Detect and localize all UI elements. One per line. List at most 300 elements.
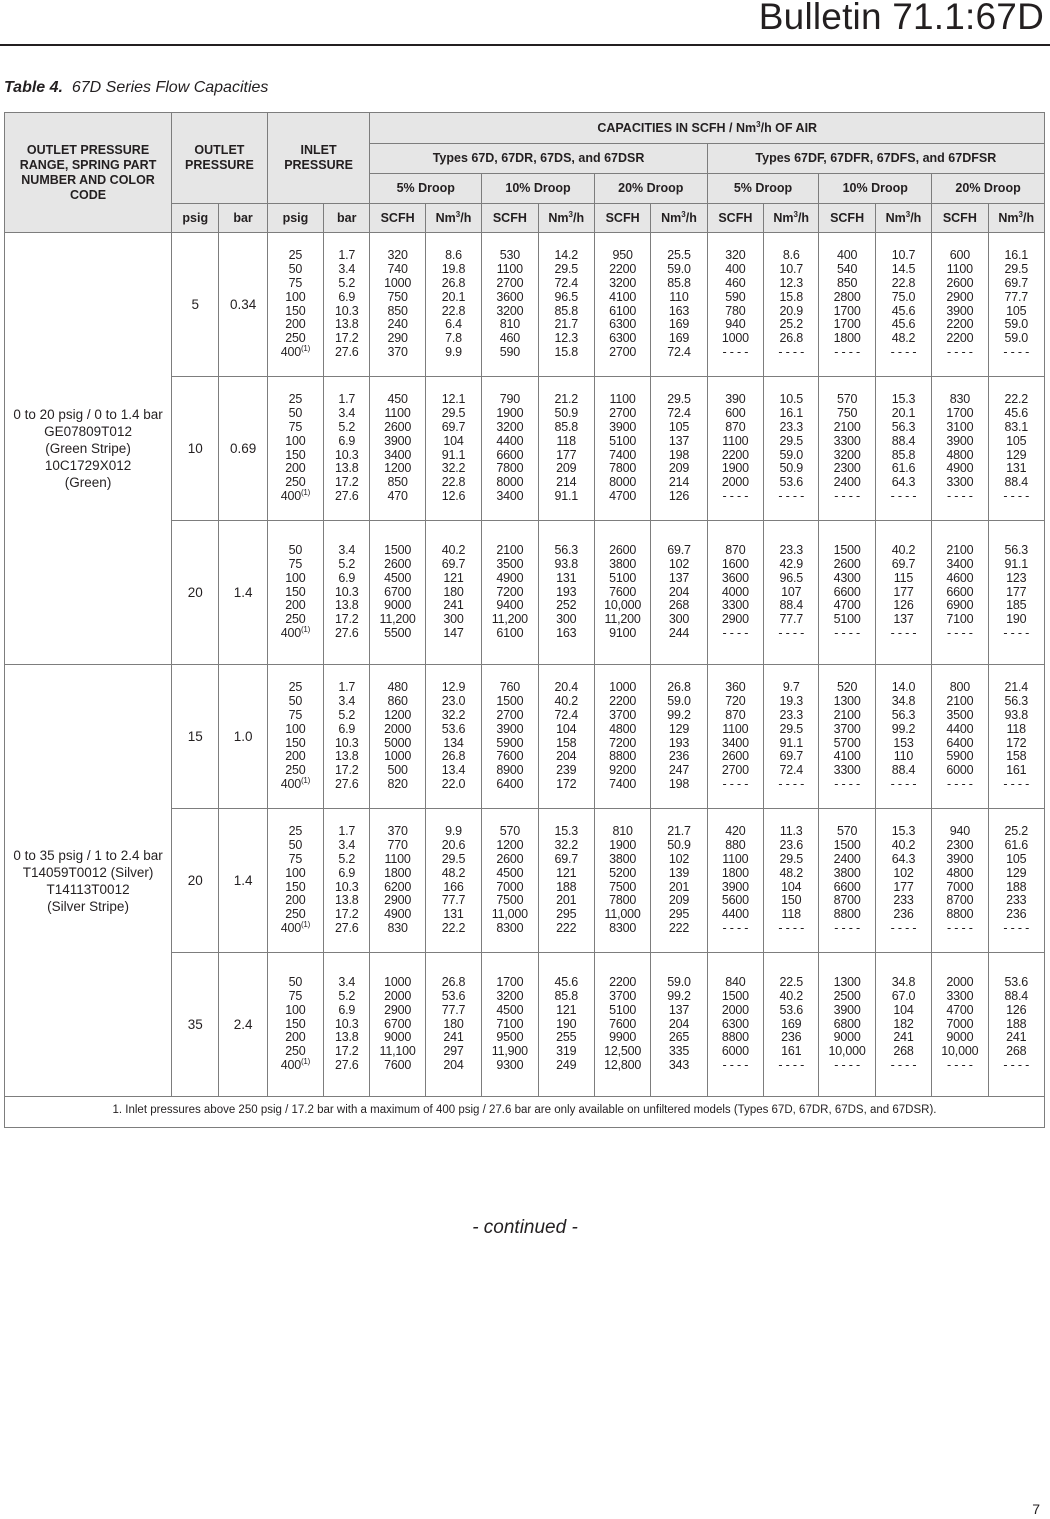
cell-value	[708, 764, 763, 778]
cell-value	[539, 318, 594, 332]
cell-value-text: - - - -	[778, 1057, 805, 1072]
nm-unit-sup: 3	[1018, 209, 1023, 219]
cell-value	[539, 627, 594, 641]
cell-value	[651, 613, 706, 627]
cell-value-text: 96.5	[554, 289, 578, 304]
cell-value-text: 2000	[384, 989, 412, 1003]
cell-value-text: 10,000	[604, 598, 642, 613]
scfh-cell	[707, 233, 763, 377]
cell-value-text: 780	[725, 303, 746, 318]
cell-value-text: 29.5	[554, 262, 578, 277]
cell-value	[819, 695, 874, 709]
cell-value-text: 104	[893, 1002, 914, 1017]
outlet-psig-cell: 5	[172, 233, 219, 377]
cell-value	[819, 544, 874, 558]
nm3h-cell	[425, 809, 481, 953]
cell-value-text: 3400	[946, 557, 974, 571]
cell-value-text: 870	[725, 707, 746, 722]
cell-value-text: 88.4	[779, 598, 803, 613]
cell-value-text: 9400	[496, 598, 524, 613]
table-caption	[4, 79, 268, 97]
nm3h-cell	[988, 953, 1044, 1097]
cell-value-text: 77.7	[1004, 289, 1029, 304]
cell-value	[989, 332, 1044, 346]
cell-value-text: 268	[668, 598, 690, 613]
cell-value	[708, 393, 763, 407]
cell-value-text: 137	[668, 570, 690, 585]
cell-value-text: 3400	[721, 735, 749, 750]
inlet-psig-cell	[267, 953, 323, 1097]
scfh-cell	[707, 953, 763, 1097]
cell-value-text: 209	[668, 461, 690, 476]
cell-value-text: 5.2	[338, 989, 356, 1003]
cell-value-text: 6.9	[338, 721, 356, 736]
cell-value-text: 105	[1006, 433, 1027, 448]
nm3h-cell	[988, 377, 1044, 521]
cell-value	[370, 764, 424, 778]
cell-value-text: 236	[781, 1030, 802, 1045]
cell-value	[708, 1059, 763, 1073]
cell-value	[764, 908, 818, 922]
cell-value	[370, 695, 424, 709]
cell-value-text: 204	[668, 584, 690, 599]
cell-value	[932, 976, 987, 990]
cell-value	[819, 462, 874, 476]
cell-value	[268, 867, 323, 881]
cell-value-text: 2900	[384, 893, 412, 908]
spring-range-line: T14059T0012 (Silver)	[22, 864, 154, 880]
cell-value-text: 23.0	[441, 694, 466, 709]
cell-value-text: 27.6	[335, 344, 359, 359]
cell-value	[324, 291, 369, 305]
cell-value	[819, 709, 874, 723]
cell-value	[764, 853, 818, 867]
cell-value	[268, 343, 323, 360]
cell-value-text: 23.3	[779, 543, 803, 558]
cell-value	[539, 695, 594, 709]
nm3h-cell	[988, 809, 1044, 953]
cell-value	[989, 695, 1044, 709]
cell-value	[819, 976, 874, 990]
cell-value	[482, 764, 537, 778]
cell-value-text: 3700	[833, 721, 861, 736]
cell-value-text: 121	[556, 865, 577, 880]
cell-value-text: 2600	[384, 419, 412, 434]
cell-value	[764, 723, 818, 737]
cell-value-text: 5100	[609, 570, 637, 585]
cell-value	[268, 764, 323, 778]
cell-value-text: 105	[1006, 303, 1027, 318]
cell-value	[426, 737, 481, 751]
cell-value	[651, 695, 706, 709]
cell-value-text: 2100	[946, 694, 974, 709]
cell-value-text: 61.6	[1004, 838, 1029, 853]
cell-value-text: 460	[499, 331, 520, 346]
cell-value	[426, 476, 481, 490]
cell-value	[651, 1059, 706, 1073]
cell-value-text: 129	[668, 721, 690, 736]
cell-value-text: 69.7	[891, 557, 916, 571]
cell-value-text: 2400	[833, 475, 861, 490]
cell-value	[482, 263, 537, 277]
cell-value-text: 53.6	[441, 989, 466, 1003]
nm3h-cell	[764, 953, 819, 1097]
cell-value	[426, 346, 481, 360]
cell-value	[819, 318, 874, 332]
nm3h-cell	[988, 233, 1044, 377]
cell-value-text: - - - -	[890, 776, 917, 791]
cell-value	[876, 894, 931, 908]
cell-value-text: 3900	[833, 1002, 861, 1017]
cell-value	[764, 825, 818, 839]
cell-value-text: 8900	[496, 763, 524, 778]
cell-value-text: 13.8	[335, 893, 359, 908]
droop-header: 5% Droop	[707, 174, 819, 204]
cell-value	[708, 750, 763, 764]
cell-value-text: 59.0	[667, 975, 691, 990]
cell-value-text: 91.1	[441, 447, 466, 462]
cell-value-text: 5.2	[338, 851, 356, 866]
cell-value	[651, 881, 706, 895]
cell-value-text: 10.3	[335, 447, 359, 462]
unit-header	[538, 204, 594, 233]
cell-value	[426, 778, 481, 792]
cell-value	[764, 681, 818, 695]
cell-value-text: 150	[285, 447, 306, 462]
cell-value	[595, 599, 650, 613]
nm3h-cell	[651, 809, 707, 953]
cell-value-text: 3400	[384, 447, 412, 462]
capacities-header-pre: CAPACITIES IN SCFH / Nm	[597, 120, 757, 135]
cell-value-text: 10.3	[335, 1016, 359, 1031]
nm-unit-sup: 3	[905, 209, 911, 219]
cell-value	[324, 263, 369, 277]
cell-value-text: 840	[725, 975, 746, 990]
cell-value	[876, 1045, 931, 1059]
scfh-cell	[932, 521, 988, 665]
cell-value-text: 4000	[721, 584, 749, 599]
cell-value	[595, 908, 650, 922]
cell-value	[324, 490, 369, 504]
cell-value	[932, 881, 987, 895]
cell-value	[819, 1059, 874, 1073]
cell-value	[651, 976, 706, 990]
cell-value-text: 172	[1006, 735, 1027, 750]
cell-value	[268, 421, 323, 435]
cell-value-text: 5500	[384, 625, 412, 640]
cell-value-text: 7100	[946, 612, 974, 627]
cell-value	[268, 318, 323, 332]
cell-value-text: 870	[725, 543, 746, 558]
cell-value-text: 1900	[721, 461, 749, 476]
cell-value	[595, 1045, 650, 1059]
cell-value-text: 9500	[496, 1030, 524, 1045]
cell-value	[482, 544, 537, 558]
cell-value	[876, 1004, 931, 1018]
cell-value-text: 3900	[721, 879, 749, 894]
cell-value	[324, 764, 369, 778]
cell-value-text: 470	[387, 488, 408, 503]
cell-value-text: 6900	[946, 598, 974, 613]
cell-value-text: 3200	[609, 275, 637, 290]
cell-value-text: 209	[556, 461, 577, 476]
cell-value-text: 72.4	[667, 406, 691, 421]
cell-value	[595, 476, 650, 490]
cell-value	[324, 318, 369, 332]
cell-value-text: 850	[387, 303, 408, 318]
cell-value	[539, 558, 594, 572]
cell-value	[764, 490, 818, 504]
cell-value-text: 214	[668, 475, 690, 490]
cell-value-text: 1200	[384, 707, 412, 722]
cell-value-text: 1500	[496, 694, 524, 709]
cell-value	[989, 681, 1044, 695]
cell-value	[426, 305, 481, 319]
cell-value	[764, 263, 818, 277]
cell-value-text: - - - -	[1003, 1057, 1030, 1072]
cell-value	[764, 894, 818, 908]
cell-value	[595, 695, 650, 709]
cell-value-text: 7500	[496, 893, 524, 908]
cell-value	[989, 393, 1044, 407]
cell-value-text: 69.7	[779, 749, 803, 764]
cell-value	[482, 737, 537, 751]
table-title-text: 67D Series Flow Capacities	[71, 79, 269, 96]
cell-value	[819, 867, 874, 881]
cell-value-text: 26.8	[779, 331, 803, 346]
table-row	[5, 233, 1045, 377]
cell-value-text: 93.8	[1004, 707, 1029, 722]
cell-value-text: 4900	[496, 570, 524, 585]
cell-value-text: 1100	[384, 851, 411, 866]
cell-value-text: 22.5	[779, 975, 803, 990]
cell-value	[989, 881, 1044, 895]
cell-value-text: 105	[668, 419, 690, 434]
cell-value-text: 5100	[833, 612, 861, 627]
inlet-bar-cell	[324, 953, 370, 1097]
cell-value-text: 222	[556, 920, 577, 935]
cell-value	[324, 778, 369, 792]
outlet-psig-cell: 35	[172, 953, 219, 1097]
cell-value-text: 320	[387, 248, 408, 263]
cell-value-text: 99.2	[891, 721, 916, 736]
cell-value	[989, 976, 1044, 990]
cell-value	[932, 922, 987, 936]
cell-value-text: 3900	[609, 419, 637, 434]
cell-value	[482, 1059, 537, 1073]
cell-value	[989, 709, 1044, 723]
cell-value	[426, 572, 481, 586]
cell-value-text: 3900	[384, 433, 412, 448]
cell-value	[876, 435, 931, 449]
cell-value-text: 131	[443, 907, 464, 922]
cell-value	[989, 586, 1044, 600]
cell-value	[819, 825, 874, 839]
cell-value	[989, 1045, 1044, 1059]
cell-value	[989, 908, 1044, 922]
cell-value-text: 4100	[833, 749, 861, 764]
cell-value-text: 10.3	[335, 584, 359, 599]
cell-value-text: 99.2	[667, 707, 691, 722]
cell-value	[708, 318, 763, 332]
cell-value	[268, 908, 323, 922]
cell-value	[819, 263, 874, 277]
cell-value-text: 4800	[946, 865, 974, 880]
nm3h-cell	[651, 665, 707, 809]
nm3h-cell	[425, 233, 481, 377]
cell-value	[268, 572, 323, 586]
cell-value	[426, 867, 481, 881]
cell-value	[708, 737, 763, 751]
cell-value	[764, 1031, 818, 1045]
nm3h-cell	[651, 377, 707, 521]
cell-value-text: 26.8	[667, 680, 691, 695]
bulletin-title: Bulletin 71.1:67D	[758, 0, 1044, 37]
cell-value	[370, 825, 424, 839]
spring-range-line: 10C1729X012	[44, 458, 132, 473]
cell-value	[932, 709, 987, 723]
cell-value	[595, 558, 650, 572]
cell-value-text: 10,000	[941, 1044, 979, 1059]
cell-value	[324, 894, 369, 908]
cell-value	[370, 393, 424, 407]
cell-value-text: 77.7	[441, 893, 466, 908]
cell-value	[651, 681, 706, 695]
cell-value	[482, 750, 537, 764]
scfh-cell	[482, 233, 538, 377]
cell-value	[651, 586, 706, 600]
cell-value	[268, 976, 323, 990]
cell-value-text: 3300	[946, 989, 974, 1003]
cell-value	[595, 393, 650, 407]
cell-value	[708, 681, 763, 695]
droop-header: 20% Droop	[594, 174, 707, 204]
cell-value	[370, 681, 424, 695]
cell-value-text: 244	[668, 625, 690, 640]
nm-unit-sup: 3	[681, 209, 686, 219]
cell-value-text: 4900	[946, 461, 974, 476]
nm3h-cell	[538, 521, 594, 665]
cell-value	[268, 919, 323, 936]
cell-value	[539, 709, 594, 723]
cell-value	[595, 709, 650, 723]
cell-value	[651, 825, 706, 839]
cell-value	[764, 627, 818, 641]
cell-value	[482, 305, 537, 319]
cell-value-text: 88.4	[891, 433, 916, 448]
cell-value-text: 2100	[833, 419, 861, 434]
cell-value	[876, 825, 931, 839]
cell-value-text: 11,000	[491, 907, 528, 922]
cell-value-text: 1000	[384, 275, 412, 290]
cell-value-text: 27.6	[335, 776, 359, 791]
cell-value	[932, 681, 987, 695]
cell-value	[595, 990, 650, 1004]
table-row	[5, 665, 1045, 809]
cell-value-text: 64.3	[891, 851, 916, 866]
cell-value	[651, 462, 706, 476]
cell-value	[819, 990, 874, 1004]
cell-value-text: - - - -	[1003, 776, 1030, 791]
cell-value-text: 3.4	[338, 838, 356, 853]
cell-value-text: 3.4	[338, 694, 356, 709]
nm3h-cell	[875, 809, 931, 953]
cell-value-text: 1.7	[338, 824, 356, 839]
cell-value-text: 85.8	[667, 275, 691, 290]
cell-value-text: 131	[1006, 461, 1027, 476]
cell-value	[426, 490, 481, 504]
cell-value	[595, 853, 650, 867]
cell-value	[932, 1004, 987, 1018]
cell-value-text: 400	[725, 262, 746, 277]
cell-value	[482, 558, 537, 572]
cell-value-text: 10.3	[335, 735, 359, 750]
cell-value	[482, 291, 537, 305]
cell-value	[819, 277, 874, 291]
cell-value	[595, 586, 650, 600]
cell-value	[819, 764, 874, 778]
cell-value-text: 2200	[721, 447, 749, 462]
cell-value	[764, 613, 818, 627]
spring-range-line: 0 to 20 psig / 0 to 1.4 bar	[13, 407, 163, 422]
cell-value	[595, 490, 650, 504]
cell-value-text: - - - -	[834, 920, 860, 935]
cell-value	[370, 1059, 424, 1073]
cell-value-text: - - - -	[834, 776, 860, 791]
cell-value	[426, 881, 481, 895]
cell-value-text: 27.6	[335, 920, 359, 935]
cell-value	[426, 332, 481, 346]
cell-value	[989, 291, 1044, 305]
cell-value	[764, 249, 818, 263]
cell-value-text: 118	[1006, 721, 1026, 736]
cell-value-text: 480	[387, 680, 408, 695]
cell-value-text: 131	[556, 570, 577, 585]
cell-value-text: 3800	[609, 557, 637, 571]
scfh-cell	[932, 809, 988, 953]
cell-value	[651, 476, 706, 490]
cell-value	[932, 627, 987, 641]
cell-value	[708, 586, 763, 600]
cell-value	[539, 572, 594, 586]
cell-value-text: 8800	[833, 907, 861, 922]
cell-value-text: 19.8	[441, 262, 466, 277]
cell-value-text: - - - -	[890, 344, 917, 359]
cell-value	[595, 407, 650, 421]
cell-value-text: 8000	[496, 475, 524, 490]
cell-value	[268, 476, 323, 490]
cell-value	[370, 750, 424, 764]
cell-value-text: 1900	[496, 406, 524, 421]
cell-value	[651, 449, 706, 463]
cell-value	[370, 1018, 424, 1032]
nm-unit: Nm	[998, 210, 1019, 225]
cell-value-text: 12.3	[779, 275, 803, 290]
cell-value	[482, 421, 537, 435]
cell-value	[426, 723, 481, 737]
cell-value-text: 32.2	[554, 838, 578, 853]
cell-value	[539, 881, 594, 895]
cell-value	[708, 825, 763, 839]
cell-value-text: 6.4	[445, 317, 462, 332]
cell-value	[876, 613, 931, 627]
cell-value	[932, 544, 987, 558]
types-67d-header: Types 67D, 67DR, 67DS, and 67DSR	[370, 144, 707, 174]
cell-value	[819, 894, 874, 908]
cell-value-text: 7500	[609, 879, 637, 894]
nm3h-cell	[875, 521, 931, 665]
cell-value-text: 85.8	[891, 447, 916, 462]
